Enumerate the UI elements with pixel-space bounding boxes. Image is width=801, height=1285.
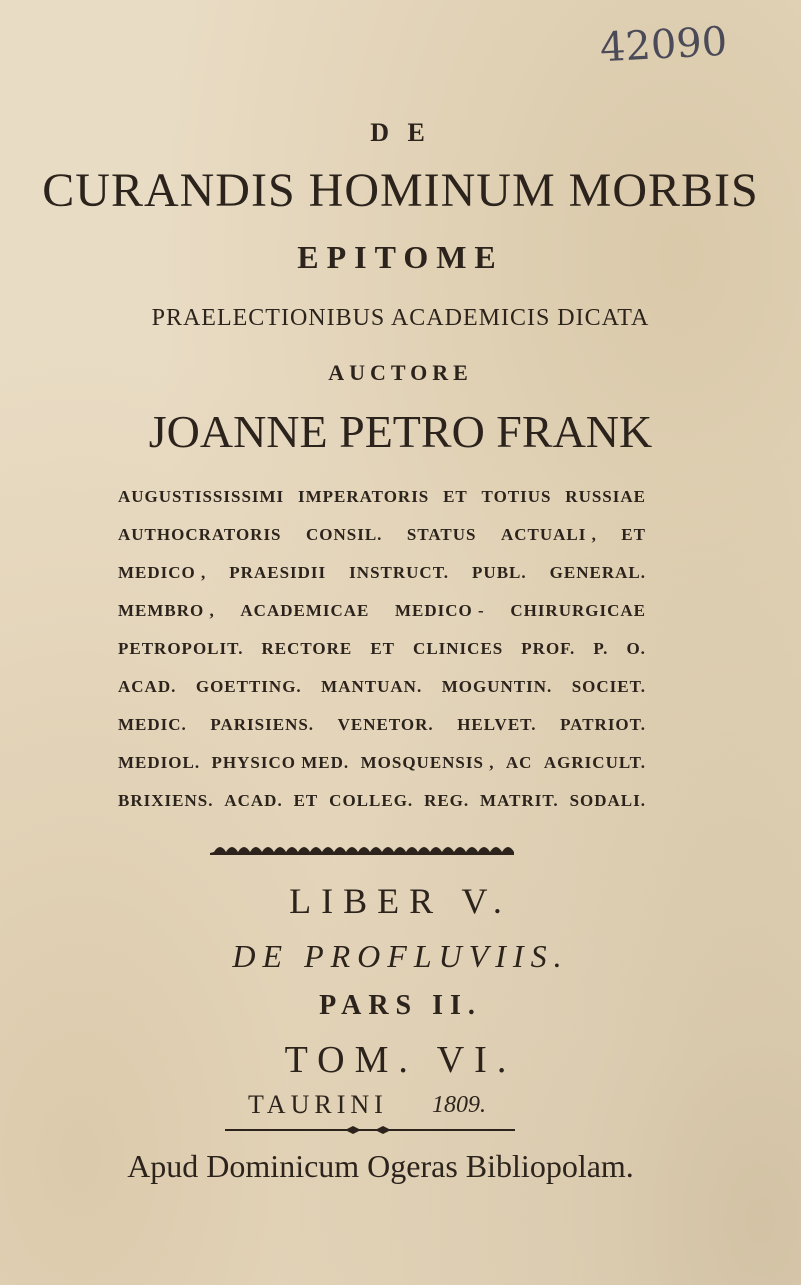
credential-line-5: PETROPOLIT. RECTORE ET CLINICES PROF. P. O. — [118, 639, 646, 658]
credential-line-8: MEDIOL. PHYSICO MED. MOSQUENSIS , AC AGRICULT. — [118, 753, 646, 772]
imprint-year: 1809. — [432, 1092, 486, 1118]
imprint-place: TAURINI — [248, 1090, 388, 1119]
main-title: CURANDIS HOMINUM MORBIS — [42, 164, 759, 217]
epitome-heading: EPITOME — [297, 239, 504, 275]
credential-line-3: MEDICO , PRAESIDII INSTRUCT. PUBL. GENERAL. — [118, 563, 646, 582]
credential-line-2: AUTHOCRATORIS CONSIL. STATUS ACTUALI , ET — [118, 525, 646, 544]
credential-line-7: MEDIC. PARISIENS. VENETOR. HELVET. PATRIOT. — [118, 715, 646, 734]
tome-heading: TOM. VI. — [284, 1039, 517, 1081]
credential-line-1: AUGUSTISSISSIMI IMPERATORIS ET TOTIUS RUSSIAE — [118, 487, 646, 506]
pars-heading: PARS II. — [319, 990, 482, 1021]
credential-line-6: ACAD. GOETTING. MANTUAN. MOGUNTIN. SOCIET. — [118, 677, 646, 696]
imprint-rule — [225, 1125, 515, 1135]
ornamental-divider — [210, 838, 528, 858]
liber-heading: LIBER V. — [289, 881, 512, 921]
shelfmark-annotation: 42090 — [598, 18, 729, 72]
author-name: JOANNE PETRO FRANK — [148, 406, 653, 457]
de-profluviis-heading: DE PROFLUVIIS. — [232, 938, 569, 974]
credential-line-4: MEMBRO , ACADEMICAE MEDICO - CHIRURGICAE — [118, 601, 646, 620]
title-de: D E — [370, 118, 431, 147]
publisher-line: Apud Dominicum Ogeras Bibliopolam. — [127, 1148, 634, 1184]
credential-line-9: BRIXIENS. ACAD. ET COLLEG. REG. MATRIT. SODALI. — [118, 791, 646, 810]
dedication-line: PRAELECTIONIBUS ACADEMICIS DICATA — [151, 305, 650, 331]
auctore-label: AUCTORE — [328, 360, 473, 385]
